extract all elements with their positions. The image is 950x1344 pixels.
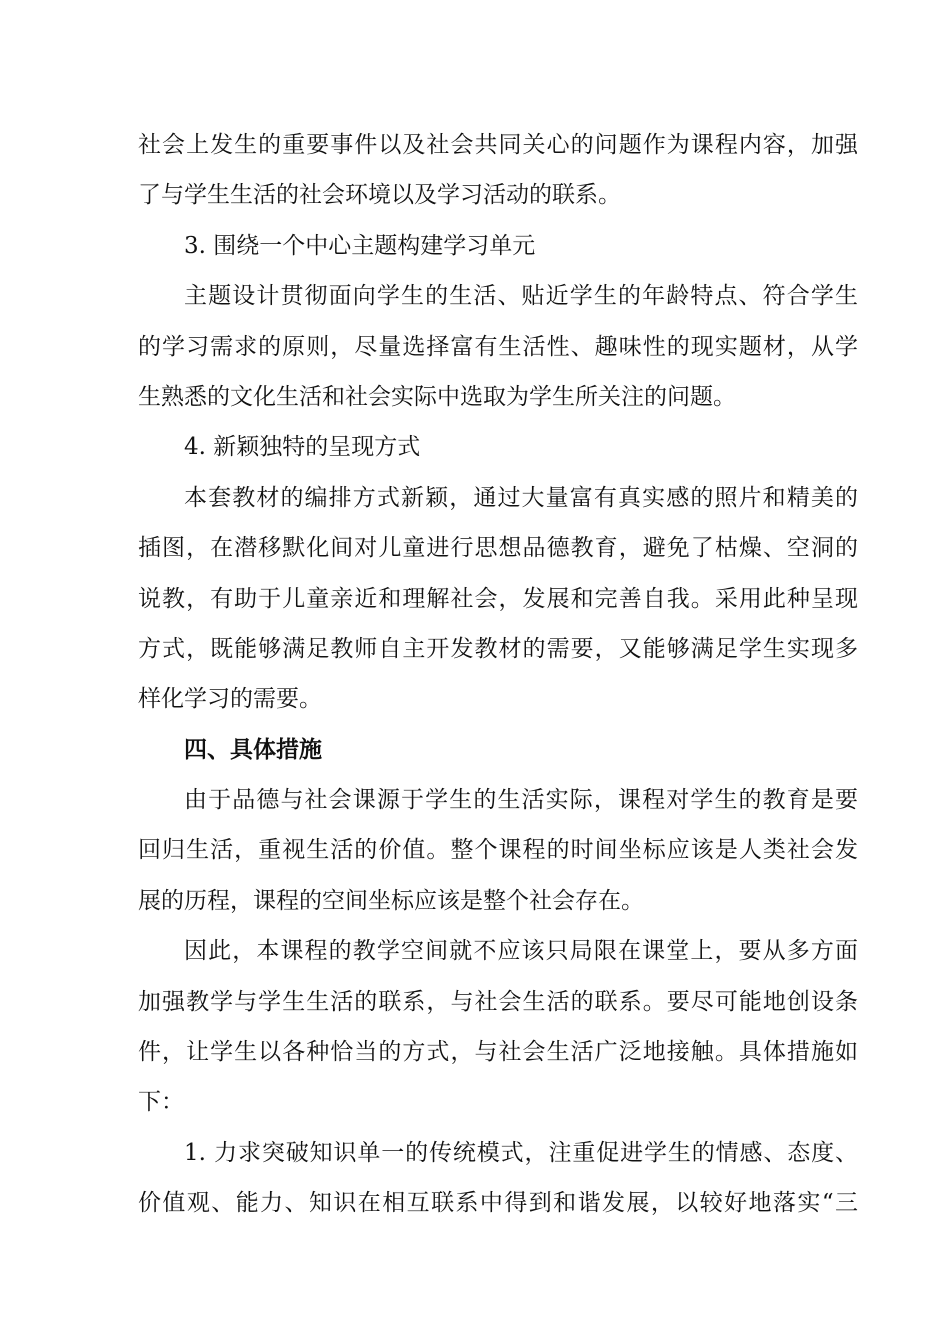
text-line: 了与学生生活的社会环境以及学习活动的联系。 [138,182,621,209]
text-line: 加强教学与学生生活的联系，与社会生活的联系。要尽可能地创设条 [138,988,858,1015]
text-line: 本套教材的编排方式新颖，通过大量富有真实感的照片和精美的 [184,484,858,511]
subheading: 3. 围绕一个中心主题构建学习单元 [184,232,536,259]
text-line: 回归生活，重视生活的价值。整个课程的时间坐标应该是人类社会发 [138,837,858,864]
text-line: 的学习需求的原则，尽量选择富有生活性、趣味性的现实题材，从学 [138,333,858,360]
text-line: 由于品德与社会课源于学生的生活实际，课程对学生的教育是要 [184,787,858,814]
text-line: 样化学习的需要。 [138,686,322,713]
text-line: 下： [138,1089,184,1116]
section-heading: 四、具体措施 [184,736,322,763]
text-line: 说教，有助于儿童亲近和理解社会，发展和完善自我。采用此种呈现 [138,585,858,612]
text-line: 插图，在潜移默化间对儿童进行思想品德教育，避免了枯燥、空洞的 [138,535,858,562]
text-line: 社会上发生的重要事件以及社会共同关心的问题作为课程内容，加强 [138,132,858,158]
text-line: 展的历程，课程的空间坐标应该是整个社会存在。 [138,887,644,914]
text-line: 1. 力求突破知识单一的传统模式，注重促进学生的情感、态度、 [184,1139,858,1166]
text-line: 主题设计贯彻面向学生的生活、贴近学生的年龄特点、符合学生 [184,283,858,310]
document-page [138,120,858,1229]
text-line: 方式，既能够满足教师自主开发教材的需要，又能够满足学生实现多 [138,635,858,662]
subheading: 4. 新颖独特的呈现方式 [184,434,421,461]
text-line: 因此，本课程的教学空间就不应该只局限在课堂上，要从多方面 [184,938,858,965]
text-line: 价值观、能力、知识在相互联系中得到和谐发展，以较好地落实“三 [138,1190,858,1217]
text-line: 件，让学生以各种恰当的方式，与社会生活广泛地接触。具体措施如 [138,1039,858,1066]
text-line: 生熟悉的文化生活和社会实际中选取为学生所关注的问题。 [138,383,736,410]
